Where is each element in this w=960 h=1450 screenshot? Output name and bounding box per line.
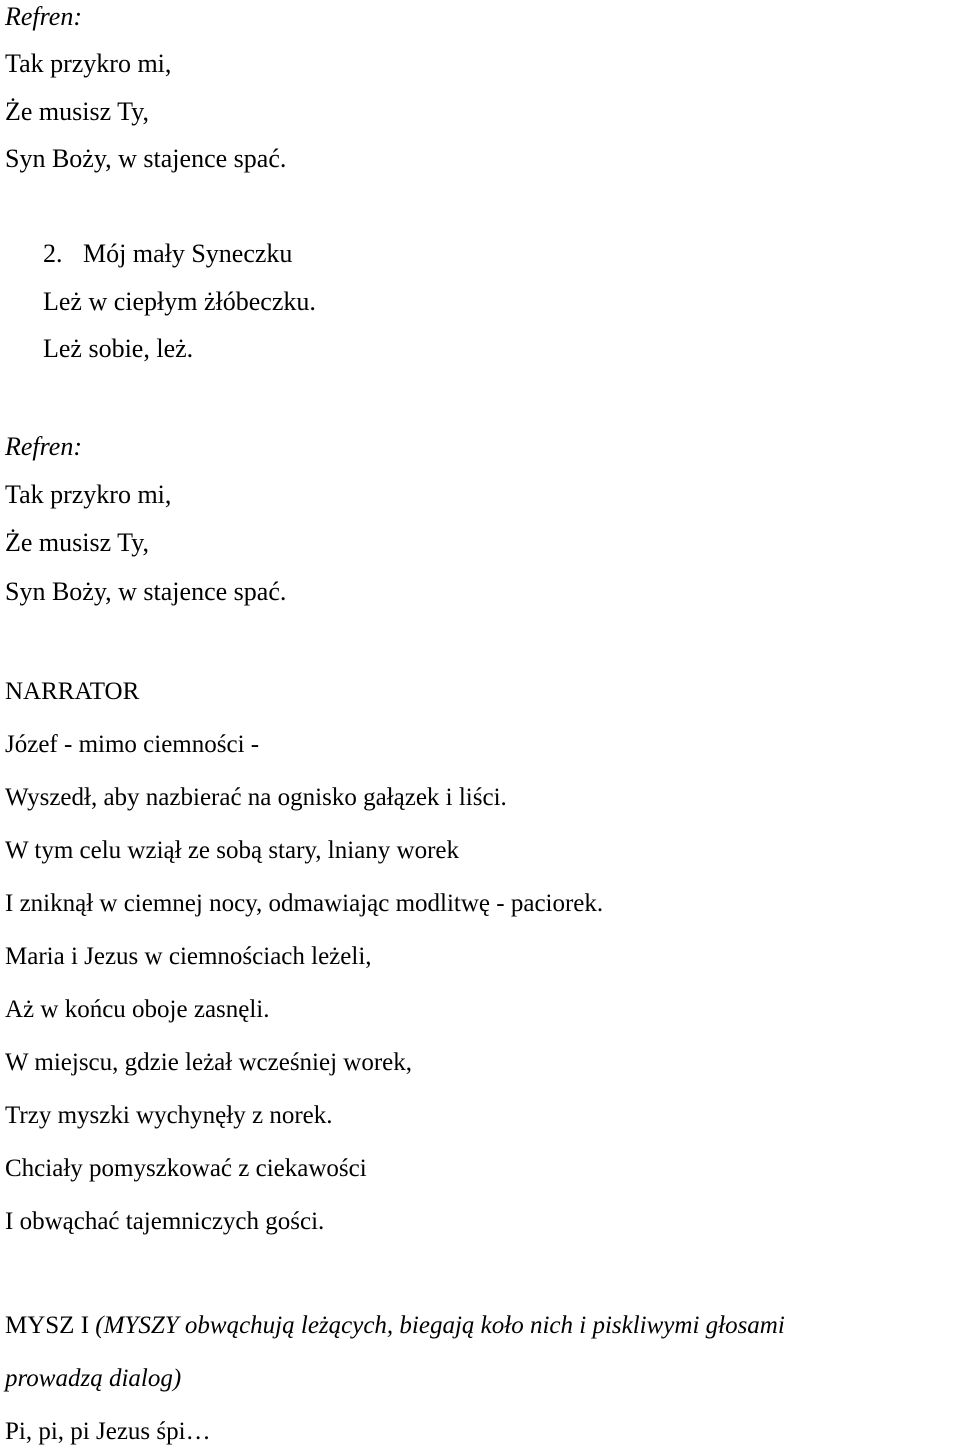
refren-label: Refren: xyxy=(5,432,82,461)
narrator-line: Chciały pomyszkować z ciekawości xyxy=(5,1155,367,1182)
stage-direction: (MYSZY obwąchują leżących, biegają koło nich i piskliwymi głosami xyxy=(95,1312,785,1339)
verse-line: Leż sobie, leż. xyxy=(43,334,194,363)
refren-line: Tak przykro mi, xyxy=(5,49,172,78)
refren-line: Syn Boży, w stajence spać. xyxy=(5,577,287,606)
refren-line: Syn Boży, w stajence spać. xyxy=(5,144,287,173)
narrator-line: Józef - mimo ciemności - xyxy=(5,731,260,758)
narrator-line: W miejscu, gdzie leżał wcześniej worek, xyxy=(5,1049,413,1076)
refren-line: Że musisz Ty, xyxy=(5,97,150,126)
mouse-line-1 xyxy=(5,1313,785,1338)
refren-line: Że musisz Ty, xyxy=(5,528,150,557)
narrator-line: Trzy myszki wychynęły z norek. xyxy=(5,1102,333,1129)
verse-number: 2. xyxy=(43,239,63,268)
stage-direction-continued: prowadzą dialog) xyxy=(5,1365,182,1392)
narrator-line: Maria i Jezus w ciemnościach leżeli, xyxy=(5,943,372,970)
narrator-line: Aż w końcu oboje zasnęli. xyxy=(5,996,270,1023)
refren-line: Tak przykro mi, xyxy=(5,480,172,509)
narrator-line: I zniknął w ciemnej nocy, odmawiając modlitwę - paciorek. xyxy=(5,890,604,917)
mouse-dialogue-line: Pi, pi, pi Jezus śpi… xyxy=(5,1418,211,1445)
narrator-line: W tym celu wziął ze sobą stary, lniany worek xyxy=(5,837,460,864)
speaker-heading: NARRATOR xyxy=(5,678,140,705)
verse-line: Mój mały Syneczku xyxy=(83,239,293,268)
refren-label: Refren: xyxy=(5,2,82,31)
verse-line: Leż w ciepłym żłóbeczku. xyxy=(43,287,316,316)
narrator-line: I obwąchać tajemniczych gości. xyxy=(5,1208,325,1235)
narrator-line: Wyszedł, aby nazbierać na ognisko gałązek i liści. xyxy=(5,784,507,811)
speaker-name: MYSZ I xyxy=(5,1312,90,1339)
